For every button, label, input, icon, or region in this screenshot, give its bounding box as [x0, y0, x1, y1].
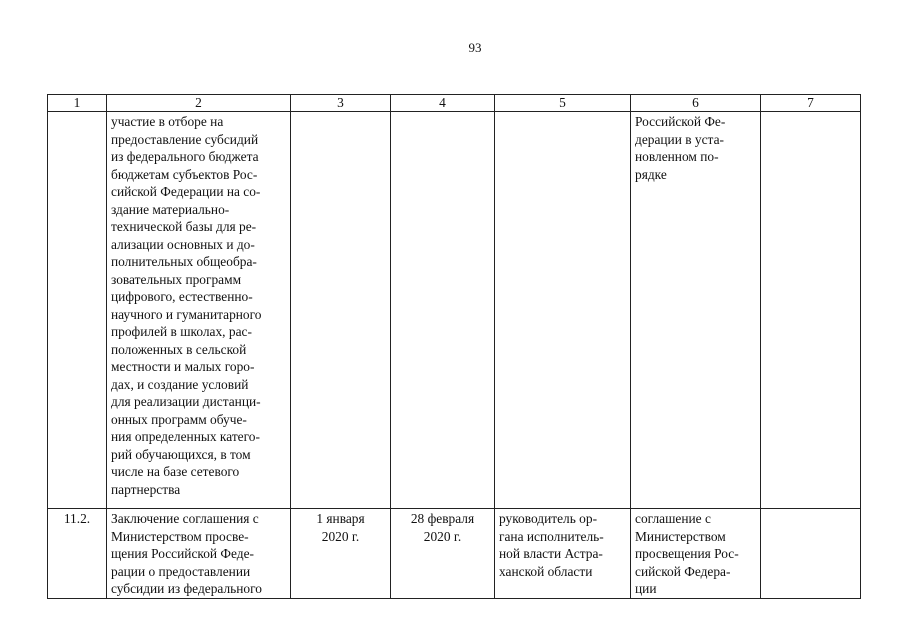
text-line: цифрового, естественно-	[111, 289, 253, 304]
text-line: сийской Федера-	[635, 563, 731, 579]
text-line: Министерством	[635, 528, 726, 544]
text-line: полнительных общеобра-	[111, 254, 257, 269]
text-line: партнерства	[111, 481, 181, 497]
row-11-2-result	[631, 509, 761, 599]
text-line: ализации основных и до-	[111, 236, 255, 252]
text-line: онных программ обуче-	[111, 411, 247, 427]
text-line: положенных в сельской	[111, 341, 247, 357]
row-11-2-description	[107, 509, 291, 599]
row-11-2-col7	[761, 509, 861, 599]
text-line: зовательных программ	[111, 271, 242, 287]
row-11-2-end-date	[391, 509, 495, 599]
row-continued-end-date	[391, 112, 495, 509]
row-11-2-responsible	[495, 509, 631, 599]
text-line: субсидии из федерального	[111, 581, 262, 596]
text-line: ции	[635, 581, 657, 596]
row-continued-col7	[761, 112, 861, 509]
text-line: научного и гуманитарного	[111, 306, 262, 322]
table-row-continued	[48, 112, 861, 509]
text-line: профилей в школах, рас-	[111, 324, 252, 339]
text-line: рий обучающихся, в том	[111, 446, 251, 462]
text-line: ханской области	[499, 563, 593, 579]
text-line: бюджетам субъектов Рос-	[111, 166, 258, 182]
text-line: просвещения Рос-	[635, 546, 739, 561]
row-continued-number	[48, 112, 107, 509]
text-line: новленном по-	[635, 149, 719, 164]
text-line: рядке	[635, 166, 667, 182]
text-line: числе на базе сетевого	[111, 464, 240, 479]
table-header-row	[48, 95, 861, 112]
header-col-1: 1	[48, 95, 107, 112]
text-line: Министерством просве-	[111, 528, 249, 544]
text-line: щения Российской Феде-	[111, 546, 254, 561]
text-line: для реализации дистанци-	[111, 394, 261, 409]
header-col-7: 7	[761, 95, 861, 112]
header-col-3: 3	[291, 95, 391, 112]
text-line: здание материально-	[111, 201, 230, 217]
text-line: ния определенных катего-	[111, 429, 260, 444]
text-line: из федерального бюджета	[111, 149, 259, 164]
text-line: 2020 г.	[423, 528, 462, 544]
row-continued-description	[107, 112, 291, 509]
text-line: рации о предоставлении	[111, 563, 251, 579]
text-line: 28 февраля	[410, 511, 475, 526]
header-col-4: 4	[391, 95, 495, 112]
text-line: ной власти Астра-	[499, 546, 603, 561]
row-11-2-start-date	[291, 509, 391, 599]
row-continued-responsible	[495, 112, 631, 509]
text-line: сийской Федерации на со-	[111, 184, 261, 199]
text-line: гана исполнитель-	[499, 528, 604, 544]
text-line: Российской Фе-	[635, 114, 726, 129]
text-line: предоставление субсидий	[111, 131, 259, 147]
text-line: 1 января	[316, 511, 365, 526]
text-line: местности и малых горо-	[111, 359, 255, 374]
header-col-2: 2	[107, 95, 291, 112]
table-row-11-2	[48, 509, 861, 599]
row-continued-result	[631, 112, 761, 509]
plan-table	[47, 94, 861, 599]
text-line: дах, и создание условий	[111, 376, 249, 392]
page-number: 93	[468, 40, 482, 55]
row-11-2-number: 11.2.	[48, 509, 107, 599]
text-line: руководитель ор-	[499, 511, 598, 526]
text-line: Заключение соглашения с	[111, 511, 259, 526]
row-continued-start-date	[291, 112, 391, 509]
text-line: участие в отборе на	[111, 114, 224, 129]
text-line: технической базы для ре-	[111, 219, 257, 234]
header-col-6: 6	[631, 95, 761, 112]
text-line: 2020 г.	[321, 528, 360, 544]
header-col-5: 5	[495, 95, 631, 112]
text-line: дерации в уста-	[635, 131, 724, 147]
text-line: соглашение с	[635, 511, 711, 526]
